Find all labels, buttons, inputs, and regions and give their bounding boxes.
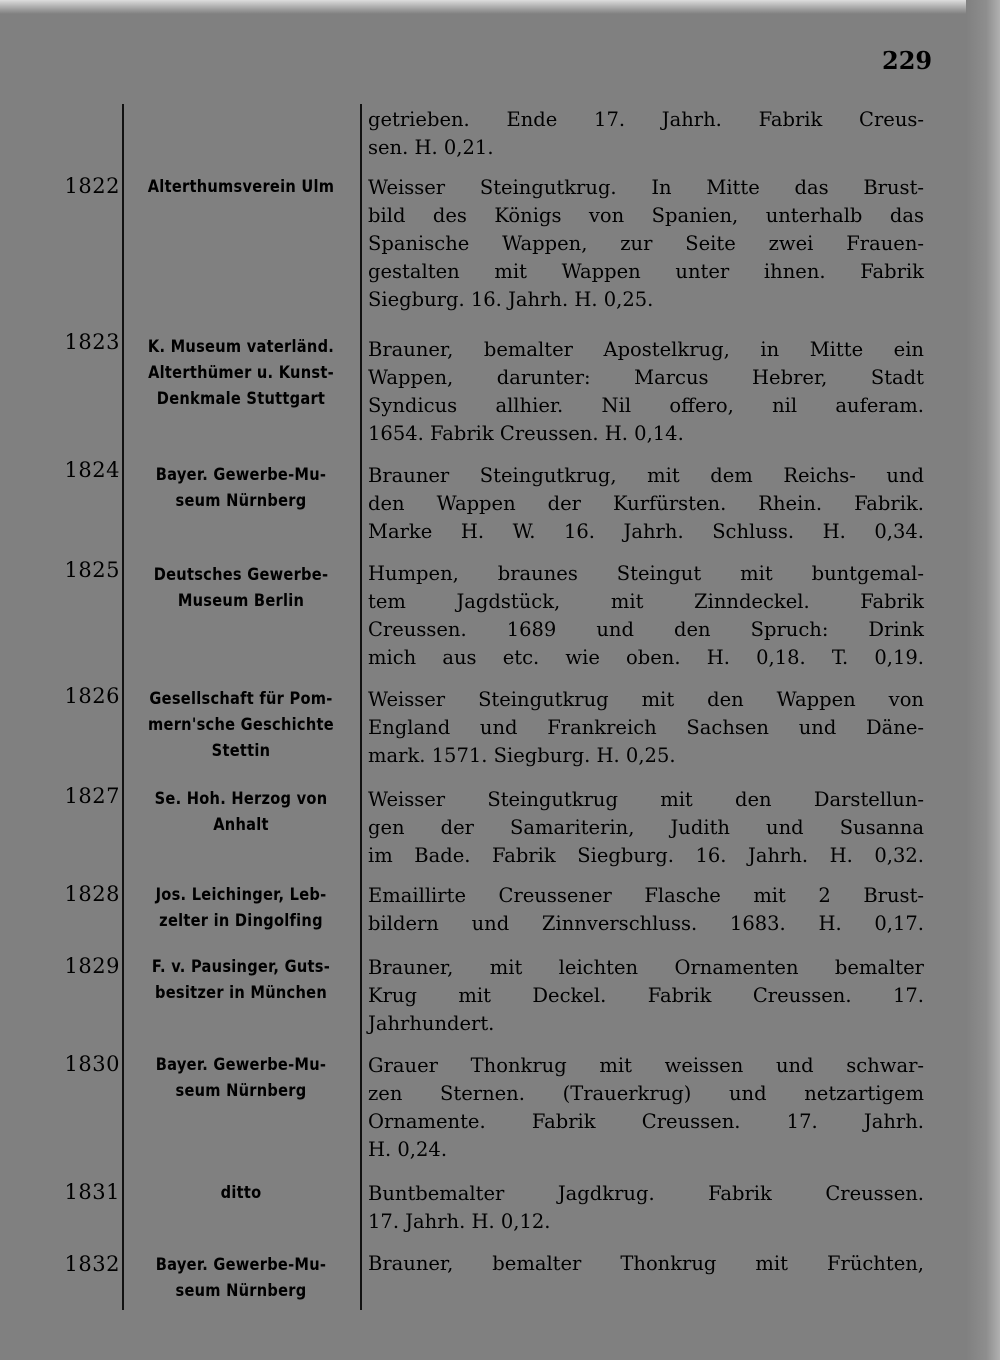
- description-line: H. 0,24.: [368, 1138, 448, 1161]
- entry-description: [368, 686, 924, 770]
- page-right-edge: [966, 0, 1000, 1360]
- description-line: 1654. Fabrik Creussen. H. 0,14.: [368, 422, 684, 445]
- entry-number: 1827: [64, 784, 120, 808]
- description-line: Brauner Steingutkrug, mit dem Reichs- und: [368, 464, 924, 487]
- continuation-text: [368, 106, 924, 162]
- lender-line: Gesellschaft für Pom-: [149, 689, 333, 709]
- entry-description: [368, 1180, 924, 1236]
- description-line: mark. 1571. Siegburg. H. 0,25.: [368, 744, 676, 767]
- description-line: mich aus etc. wie oben. H. 0,18. T. 0,19.: [368, 646, 924, 669]
- lender-line: besitzer in München: [155, 983, 327, 1003]
- entry-lender: [140, 462, 341, 514]
- lender-line: K. Museum vaterländ.: [147, 337, 335, 357]
- lender-line: Stettin: [211, 741, 271, 761]
- lender-line: zelter in Dingolfing: [159, 911, 323, 931]
- lender-line: Se. Hoh. Herzog von: [154, 789, 328, 809]
- entry-lender: [140, 786, 341, 838]
- entry-lender: [140, 334, 341, 412]
- entry-number: 1831: [64, 1180, 120, 1204]
- lender-line: F. v. Pausinger, Guts-: [151, 957, 331, 977]
- description-line: zen Sternen. (Trauerkrug) und netzartigem: [368, 1082, 924, 1105]
- lender-line: Alterthümer u. Kunst-: [148, 363, 334, 383]
- description-line: Brauner, mit leichten Ornamenten bemalter: [368, 956, 924, 979]
- entry-lender: [140, 562, 341, 614]
- description-line: gestalten mit Wappen unter ihnen. Fabrik: [368, 260, 924, 283]
- description-line: bild des Königs von Spanien, unterhalb das: [368, 204, 924, 227]
- entry-number: 1822: [64, 174, 120, 198]
- entry-lender: [140, 1252, 341, 1304]
- description-line: Syndicus allhier. Nil offero, nil auferam.: [368, 394, 924, 417]
- lender-line: Bayer. Gewerbe-Mu-: [155, 1055, 327, 1075]
- entry-lender: [140, 174, 341, 200]
- page-number: 229: [882, 46, 933, 75]
- entry-lender: [140, 1052, 341, 1104]
- entry-lender: [140, 1180, 341, 1206]
- entry-number: 1823: [64, 330, 120, 354]
- lender-line: seum Nürnberg: [175, 491, 307, 511]
- entry-number: 1826: [64, 684, 120, 708]
- entry-description: [368, 786, 924, 870]
- lender-line: Bayer. Gewerbe-Mu-: [155, 465, 327, 485]
- description-line: Siegburg. 16. Jahrh. H. 0,25.: [368, 288, 654, 311]
- column-rule-left: [122, 104, 124, 1310]
- lender-line: seum Nürnberg: [175, 1281, 307, 1301]
- entry-description: [368, 560, 924, 672]
- entry-description: [368, 1052, 924, 1164]
- entry-number: 1829: [64, 954, 120, 978]
- description-line: Spanische Wappen, zur Seite zwei Frauen-: [368, 232, 924, 255]
- description-line: Marke H. W. 16. Jahrh. Schluss. H. 0,34.: [368, 520, 924, 543]
- entry-description: [368, 174, 924, 314]
- lender-line: Alterthumsverein Ulm: [147, 177, 335, 197]
- description-line: den Wappen der Kurfürsten. Rhein. Fabrik.: [368, 492, 924, 515]
- entry-description: [368, 336, 924, 448]
- description-line: Jahrhundert.: [368, 1012, 495, 1035]
- description-line: im Bade. Fabrik Siegburg. 16. Jahrh. H. 0,32.: [368, 844, 924, 867]
- entry-lender: [140, 686, 341, 764]
- entry-description: [368, 462, 924, 546]
- description-line: getrieben. Ende 17. Jahrh. Fabrik Creus-: [368, 108, 924, 131]
- description-line: Brauner, bemalter Thonkrug mit Früchten,: [368, 1252, 924, 1275]
- entry-number: 1832: [64, 1252, 120, 1276]
- description-line: 17. Jahrh. H. 0,12.: [368, 1210, 551, 1233]
- entry-description: [368, 1250, 924, 1278]
- description-line: bildern und Zinnverschluss. 1683. H. 0,17.: [368, 912, 924, 935]
- lender-line: Anhalt: [213, 815, 269, 835]
- description-line: sen. H. 0,21.: [368, 136, 494, 159]
- description-line: England und Frankreich Sachsen und Däne-: [368, 716, 924, 739]
- entry-lender: [140, 954, 341, 1006]
- lender-line: Bayer. Gewerbe-Mu-: [155, 1255, 327, 1275]
- lender-line: Deutsches Gewerbe-: [153, 565, 329, 585]
- entry-number: 1830: [64, 1052, 120, 1076]
- lender-line: Jos. Leichinger, Leb-: [155, 885, 327, 905]
- description-line: Ornamente. Fabrik Creussen. 17. Jahrh.: [368, 1110, 924, 1133]
- description-line: Weisser Steingutkrug mit den Wappen von: [368, 688, 924, 711]
- description-line: Wappen, darunter: Marcus Hebrer, Stadt: [368, 366, 924, 389]
- lender-line: ditto: [220, 1183, 262, 1203]
- entry-number: 1825: [64, 558, 120, 582]
- lender-line: mern'sche Geschichte: [148, 715, 334, 735]
- description-line: Emaillirte Creussener Flasche mit 2 Brust-: [368, 884, 924, 907]
- description-line: Brauner, bemalter Apostelkrug, in Mitte ein: [368, 338, 924, 361]
- description-line: tem Jagdstück, mit Zinndeckel. Fabrik: [368, 590, 924, 613]
- description-line: gen der Samariterin, Judith und Susanna: [368, 816, 924, 839]
- description-line: Grauer Thonkrug mit weissen und schwar-: [368, 1054, 924, 1077]
- entry-description: [368, 954, 924, 1038]
- lender-line: Denkmale Stuttgart: [156, 389, 326, 409]
- description-line: Weisser Steingutkrug mit den Darstellun-: [368, 788, 924, 811]
- description-line: Weisser Steingutkrug. In Mitte das Brust-: [368, 176, 924, 199]
- entry-number: 1828: [64, 882, 120, 906]
- description-line: Buntbemalter Jagdkrug. Fabrik Creussen.: [368, 1182, 924, 1205]
- description-line: Creussen. 1689 und den Spruch: Drink: [368, 618, 924, 641]
- entry-number: 1824: [64, 458, 120, 482]
- entry-lender: [140, 882, 341, 934]
- description-line: Humpen, braunes Steingut mit buntgemal-: [368, 562, 924, 585]
- entry-description: [368, 882, 924, 938]
- lender-line: seum Nürnberg: [175, 1081, 307, 1101]
- lender-line: Museum Berlin: [177, 591, 305, 611]
- description-line: Krug mit Deckel. Fabrik Creussen. 17.: [368, 984, 924, 1007]
- column-rule-right: [360, 104, 362, 1310]
- page-top-edge: [0, 0, 1000, 14]
